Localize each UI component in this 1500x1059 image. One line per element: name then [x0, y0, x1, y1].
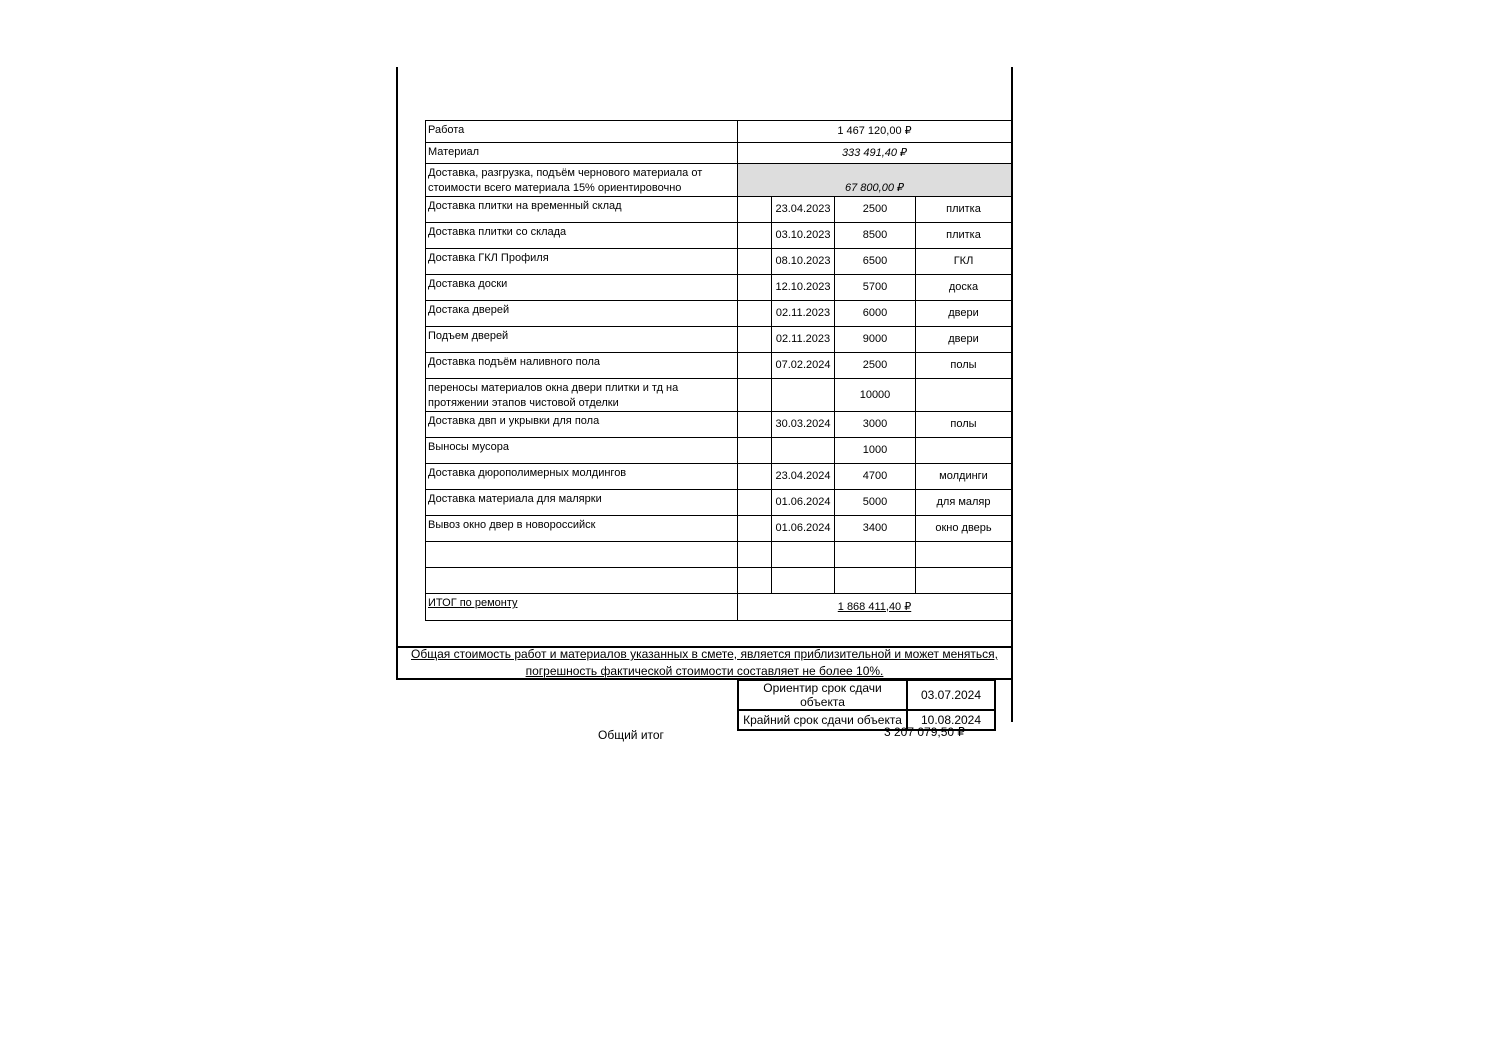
row-date [772, 568, 835, 594]
table-row [426, 438, 1012, 464]
row-amount [835, 568, 916, 594]
row-amount: 6500 [835, 249, 916, 275]
deadline-row-target [738, 680, 995, 710]
work-label: Работа [426, 121, 738, 143]
row-date: 01.06.2024 [772, 490, 835, 516]
row-description [426, 542, 738, 568]
row-date: 03.10.2023 [772, 223, 835, 249]
final-deadline-date: 10.08.2024 [907, 710, 995, 730]
row-marker-cell [738, 223, 772, 249]
table-row [426, 353, 1012, 379]
row-marker-cell [738, 301, 772, 327]
row-marker-cell [738, 353, 772, 379]
row-marker-cell [738, 379, 772, 412]
row-category: для маляр [916, 490, 1012, 516]
row-amount: 2500 [835, 197, 916, 223]
row-description: Доставка плитки со склада [426, 223, 738, 249]
table-row [426, 464, 1012, 490]
row-marker-cell [738, 490, 772, 516]
work-value: 1 467 120,00 ₽ [738, 121, 1012, 143]
row-marker-cell [738, 412, 772, 438]
table-row [426, 568, 1012, 594]
row-description: Достака дверей [426, 301, 738, 327]
row-amount: 1000 [835, 438, 916, 464]
delivery-value: 67 800,00 ₽ [738, 164, 1012, 197]
total-row [426, 594, 1012, 621]
row-category: полы [916, 353, 1012, 379]
row-category: доска [916, 275, 1012, 301]
row-category [916, 542, 1012, 568]
total-value: 1 868 411,40 ₽ [738, 594, 1012, 621]
frame-left-border [396, 67, 398, 679]
row-amount: 3000 [835, 412, 916, 438]
row-category: молдинги [916, 464, 1012, 490]
table-row [426, 379, 1012, 412]
row-marker-cell [738, 542, 772, 568]
final-deadline-label: Крайний срок сдачи объекта [738, 710, 907, 730]
table-row [426, 542, 1012, 568]
material-value: 333 491,40 ₽ [738, 143, 1012, 164]
row-description: Доставка дюрополимерных молдингов [426, 464, 738, 490]
summary-row-material [426, 143, 1012, 164]
table-row [426, 412, 1012, 438]
row-category: двери [916, 327, 1012, 353]
row-amount: 10000 [835, 379, 916, 412]
table-row [426, 223, 1012, 249]
grand-total-label: Общий итог [598, 728, 664, 742]
row-date [772, 379, 835, 412]
row-date: 02.11.2023 [772, 301, 835, 327]
row-date: 12.10.2023 [772, 275, 835, 301]
material-label: Материал [426, 143, 738, 164]
row-amount: 5700 [835, 275, 916, 301]
row-amount [835, 542, 916, 568]
row-marker-cell [738, 197, 772, 223]
row-date: 02.11.2023 [772, 327, 835, 353]
row-description: Доставка материала для малярки [426, 490, 738, 516]
row-date: 08.10.2023 [772, 249, 835, 275]
row-amount: 2500 [835, 353, 916, 379]
row-amount: 5000 [835, 490, 916, 516]
delivery-label: Доставка, разгрузка, подъём чернового материала от стоимости всего материала 15% ориентировочно [426, 164, 738, 197]
row-description [426, 568, 738, 594]
row-date: 23.04.2023 [772, 197, 835, 223]
row-description: Доставка ГКЛ Профиля [426, 249, 738, 275]
row-category: окно дверь [916, 516, 1012, 542]
row-marker-cell [738, 438, 772, 464]
row-date: 23.04.2024 [772, 464, 835, 490]
target-deadline-label: Ориентир срок сдачи объекта [738, 680, 907, 710]
summary-row-delivery [426, 164, 1012, 197]
row-date [772, 542, 835, 568]
table-row [426, 249, 1012, 275]
row-amount: 3400 [835, 516, 916, 542]
row-date [772, 438, 835, 464]
estimate-table-body [426, 121, 1012, 621]
row-date: 30.03.2024 [772, 412, 835, 438]
row-description: Доставка доски [426, 275, 738, 301]
table-row [426, 301, 1012, 327]
row-amount: 6000 [835, 301, 916, 327]
row-description: Выносы мусора [426, 438, 738, 464]
table-row [426, 516, 1012, 542]
row-date: 07.02.2024 [772, 353, 835, 379]
estimate-table [425, 120, 1012, 621]
grand-total-value: 3 207 079,50 ₽ [884, 725, 966, 739]
summary-row-work [426, 121, 1012, 143]
row-category: двери [916, 301, 1012, 327]
row-marker-cell [738, 327, 772, 353]
row-category: плитка [916, 197, 1012, 223]
row-category [916, 438, 1012, 464]
row-marker-cell [738, 568, 772, 594]
table-row [426, 327, 1012, 353]
row-marker-cell [738, 249, 772, 275]
row-amount: 8500 [835, 223, 916, 249]
row-category: полы [916, 412, 1012, 438]
deadlines-table [737, 679, 996, 731]
row-marker-cell [738, 275, 772, 301]
row-description: переносы материалов окна двери плитки и тд на протяжении этапов чистовой отделки [426, 379, 738, 412]
row-description: Доставка плитки на временный склад [426, 197, 738, 223]
row-marker-cell [738, 516, 772, 542]
row-marker-cell [738, 464, 772, 490]
row-description: Доставка двп и укрывки для пола [426, 412, 738, 438]
row-amount: 4700 [835, 464, 916, 490]
row-category: плитка [916, 223, 1012, 249]
row-description: Подъем дверей [426, 327, 738, 353]
row-amount: 9000 [835, 327, 916, 353]
disclaimer-note [398, 646, 1011, 680]
row-date: 01.06.2024 [772, 516, 835, 542]
row-category [916, 379, 1012, 412]
table-row [426, 490, 1012, 516]
target-deadline-date: 03.07.2024 [907, 680, 995, 710]
row-category [916, 568, 1012, 594]
row-description: Вывоз окно двер в новороссийск [426, 516, 738, 542]
total-label: ИТОГ по ремонту [426, 594, 738, 621]
row-category: ГКЛ [916, 249, 1012, 275]
disclaimer-line-2: погрешность фактической стоимости составляет не более 10%. [525, 664, 884, 678]
disclaimer-line-1: Общая стоимость работ и материалов указанных в смете, является приблизительной и может меняться, [411, 647, 998, 661]
table-row [426, 197, 1012, 223]
table-row [426, 275, 1012, 301]
row-description: Доставка подъём наливного пола [426, 353, 738, 379]
